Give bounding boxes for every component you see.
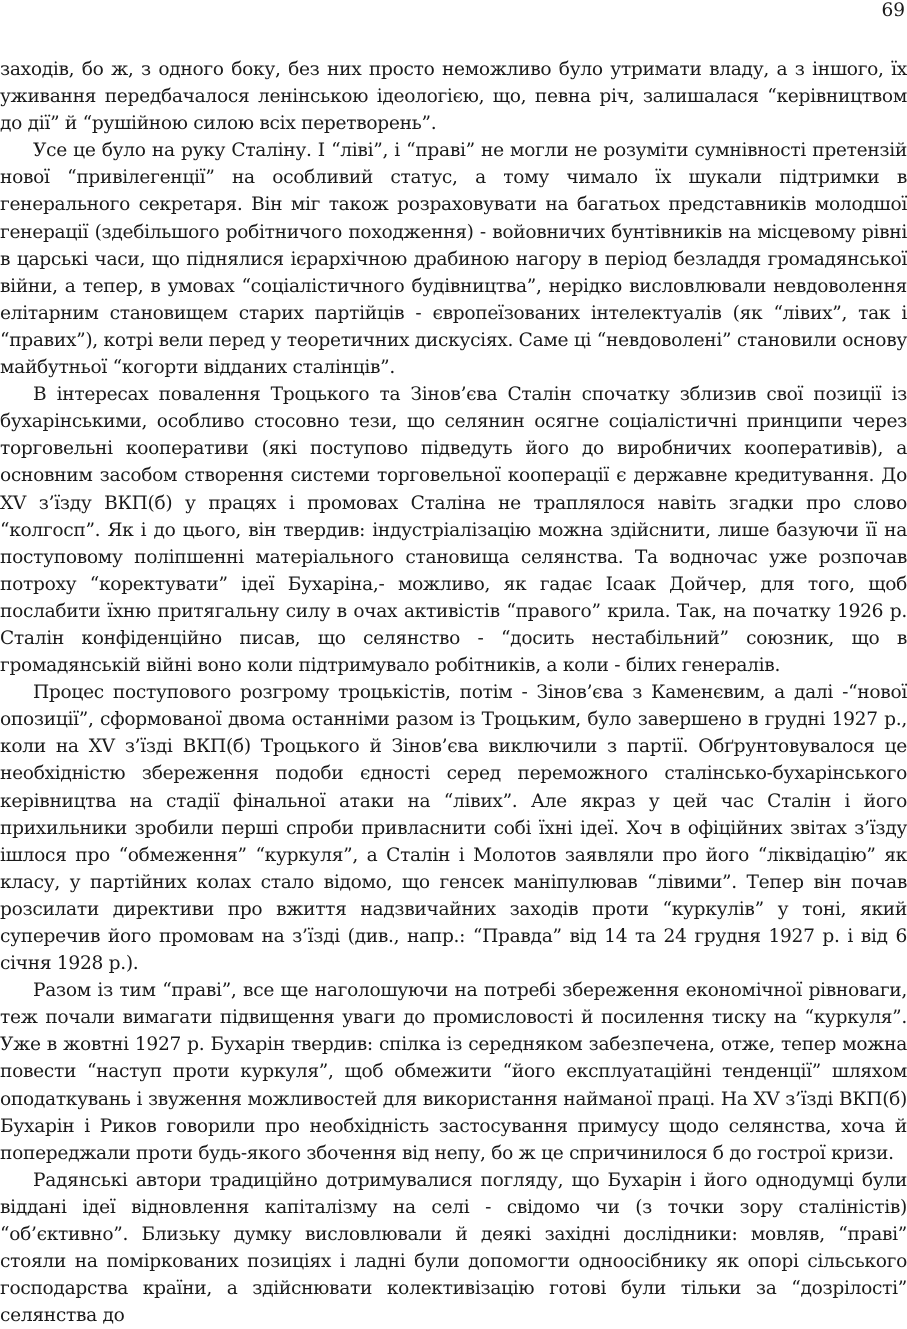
paragraph-soviet-authors: Радянські автори традиційно дотримувалися погляду, що Бухарін і його однодумці були віддані ідеї відновлення капіталізму на селі - свідомо чи (з точки зору сталіністів) “об’єктивно”. Близьку думку висловлювали й деякі західні дослідники: мовляв, “праві” стояли на поміркованих позиціях і ладні були допомогти одноосібнику як опорі сільського господарства країни, а здійснювати колективізацію готові були тільки за “дозрілості” селянства до: [0, 1169, 907, 1327]
page-number: 69: [881, 0, 905, 21]
paragraph-right-wing: Разом із тим “праві”, все ще наголошуючи на потребі збереження економічної рівноваги, теж почали вимагати підвищення уваги до промисловості й посилення тиску на “куркуля”. Уже в жовтні 1927 р. Бухарін твердив: спілка із середняком забезпечена, отже, тепер можна повести “наступ проти куркуля”, щоб обмежити “його експлуатаційні тенденції” шляхом оподаткувань і звуження можливостей для використання найманої праці. На XV з’їзді ВКП(б) Бухарін і Риков говорили про необхідність застосування примусу щодо селянства, хоча й попереджали проти будь-якого збочення від непу, бо ж це спричинилося б до гострої кризи.: [0, 980, 907, 1164]
paragraph-continued: заходів, бо ж, з одного боку, без них просто неможливо було утримати владу, а з іншого, їх уживання передбачалося ленінською ідеологією, що, певна річ, залишалася “керівництвом до дії” й “рушійною силою всіх перетворень”.: [0, 59, 907, 135]
paragraph-opposition-defeat: Процес поступового розгрому троцькістів, потім - Зінов’єва з Каменєвим, а далі -“нової опозиції”, сформованої двома останніми разом із Троцьким, було завершено в грудні 1927 р., коли на XV з’їзді ВКП(б) Троцького й Зінов’єва виключили з партії. Обґрунтовувалося це необхідністю збереження подоби єдності серед переможного сталінсько-бухарінського керівництва на стадії фінальної атаки на “лівих”. Але якраз у цей час Сталін і його прихильники зробили перші спроби привласнити собі їхні ідеї. Хоч в офіційних звітах з’їзду ішлося про “обмеження” “куркуля”, а Сталін і Молотов заявляли про його “ліквідацію” як класу, у партійних колах стало відомо, що генсек маніпулював “лівими”. Тепер він почав розсилати директиви про вжиття надзвичайних заходів проти “куркулів” у тоні, який суперечив його промовам на з’їзді (див., напр.: “Правда” від 14 та 24 грудня 1927 р. і від 6 січня 1928 р.).: [0, 682, 907, 975]
paragraph-trotsky-zinoviev: В інтересах повалення Троцького та Зінов’єва Сталін спочатку зблизив свої позиції із бухарінськими, особливо стосовно тези, що селянин осягне соціалістичні принципи через торговельні кооперативи (які поступово підведуть його до виробничих кооперативів), а основним засобом створення системи торговельної кооперації є державне кредитування. До XV з’їзду ВКП(б) у працях і промовах Сталіна не траплялося навіть згадки про слово “колгосп”. Як і до цього, він твердив: індустріалізацію можна здійснити, лише базуючи її на поступовому поліпшенні матеріального становища селянства. Та водночас уже розпочав потроху “коректувати” ідеї Бухаріна,- можливо, як гадає Ісаак Дойчер, для того, щоб послабити їхню притягальну силу в очах активістів “правого” крила. Так, на початку 1926 р. Сталін конфіденційно писав, що селянство - “досить нестабільний” союзник, що в громадянській війні воно коли підтримувало робітників, а коли - білих генералів.: [0, 384, 907, 677]
paragraph-stalin-support: Усе це було на руку Сталіну. І “ліві”, і “праві” не могли не розуміти сумнівності претензій нової “привілегенції” на особливий статус, а тому чимало їх шукали підтримки в генерального секретаря. Він міг також розраховувати на багатьох представників молодшої генерації (здебільшого робітничого походження) - войовничих бунтівників на місцевому рівні в царські часи, що піднялися ієрархічною драбиною нагору в період безладдя громадянської війни, а тепер, в умовах “соціалістичного будівництва”, нерідко висловлювали невдоволення елітарним становищем старих партійців - європеїзованих інтелектуалів (як “лівих”, так і “правих”), котрі вели перед у теоретичних дискусіях. Саме ці “невдоволені” становили основу майбутньої “когорти відданих сталінців”.: [0, 140, 907, 379]
document-body: [0, 56, 907, 1329]
